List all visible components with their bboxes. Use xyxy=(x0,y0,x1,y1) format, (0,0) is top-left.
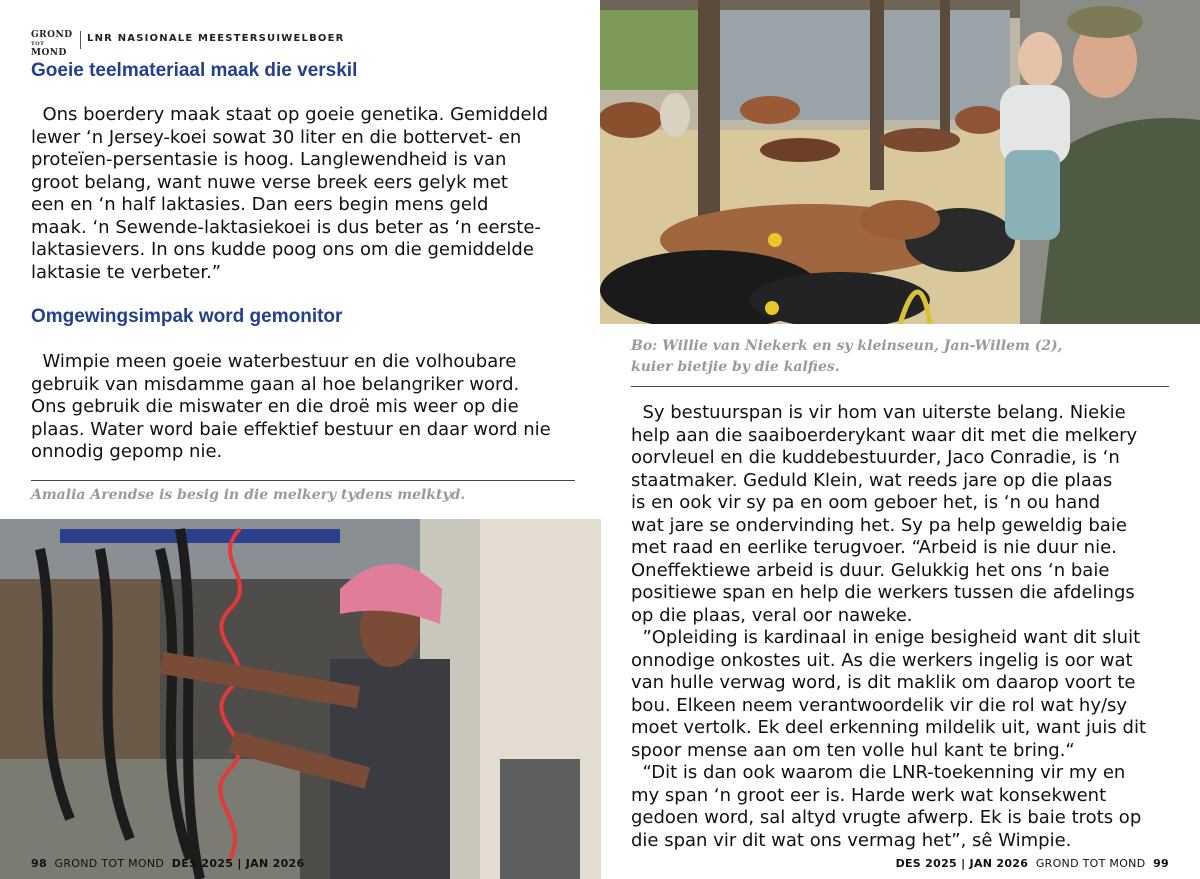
page-number-left: 98 xyxy=(31,857,47,870)
text-line: plaas. Water word baie effektief bestuur en daar word nie xyxy=(31,418,551,440)
text-line: positiewe span en help die werkers tussen die afdelings xyxy=(631,582,1135,603)
caption-rule xyxy=(631,386,1169,387)
text-line: wat jare se ondervinding het. Sy pa help geweldig baie xyxy=(631,514,1127,536)
magazine-logo xyxy=(31,30,77,58)
text-line: laktasie te verbeter.” xyxy=(31,261,222,283)
photo-calves-shed xyxy=(600,0,1200,324)
text-line: proteïen-persentasie is hoog. Langlewendheid is van xyxy=(31,149,507,170)
text-line: moet vertolk. Ek deel erkenning mildelik uit, want juis dit xyxy=(631,717,1147,738)
text-line: Sy bestuurspan is vir hom van uiterste belang. Niekie xyxy=(631,402,1126,423)
text-line: lewer ‘n Jersey-koei sowat 30 liter en die bottervet- en xyxy=(31,126,522,148)
text-line: Oneffektiewe arbeid is duur. Gelukkig het ons ‘n baie xyxy=(631,559,1110,581)
text-line: met raad en eerlike terugvoer. “Arbeid is nie duur nie. xyxy=(631,537,1117,558)
caption-line: Bo: Willie van Niekerk en sy kleinseun, Jan-Willem (2), xyxy=(631,338,1063,354)
text-line: gebruik van misdamme gaan al hoe belangriker word. xyxy=(31,373,520,395)
text-line: staatmaker. Geduld Klein, wat reeds jare op die plaas xyxy=(631,469,1113,491)
text-line: een en ‘n half laktasies. Dan eers begin mens geld xyxy=(31,194,489,215)
text-line: gedoen word, sal altyd vrugte afwerp. Ek is baie trots op xyxy=(631,807,1142,828)
footer-magazine-left: GROND TOT MOND xyxy=(54,857,165,870)
text-line: oorvleuel en die kuddebestuurder, Jaco Conradie, is ‘n xyxy=(631,447,1120,468)
text-line: onnodig gepomp nie. xyxy=(31,441,223,462)
text-line: spoor mense aan om ten volle hul kant te bring.“ xyxy=(631,739,1075,761)
text-line: op die plaas, veral oor naweke. xyxy=(631,604,913,626)
caption-line: kuier bietjie by die kalfies. xyxy=(631,359,840,375)
footer-right xyxy=(896,857,1169,870)
text-line: help aan die saaiboerderykant waar dit met die melkery xyxy=(631,424,1138,446)
text-line: is en ook vir sy pa en oom geboer het, is ‘n ou hand xyxy=(631,492,1101,513)
section-title: LNR NASIONALE MEESTERSUIWELBOER xyxy=(87,33,345,44)
logo-line: GROND xyxy=(31,30,73,40)
paragraph-management xyxy=(631,402,1146,852)
text-line: groot belang, want nuwe verse breek eers gelyk met xyxy=(31,171,508,193)
footer-left xyxy=(31,857,304,870)
text-line: van hulle verwag word, is dit maklik om daarop voort te xyxy=(631,672,1136,693)
text-line: maak. ‘n Sewende-laktasiekoei is dus beter as ‘n eerste- xyxy=(31,216,541,238)
photo-milking-parlour xyxy=(0,519,601,879)
text-line: die span vir dit wat ons vermag het”, sê Wimpie. xyxy=(631,829,1072,851)
footer-date-right: DES 2025 | JAN 2026 xyxy=(895,857,1029,870)
page-number-right: 99 xyxy=(1153,857,1169,870)
text-line: “Dit is dan ook waarom die LNR-toekenning vir my en xyxy=(631,762,1126,783)
paragraph-genetics xyxy=(31,104,548,284)
text-line: ”Opleiding is kardinaal in enige besigheid want dit sluit xyxy=(631,627,1141,648)
text-line: Ons gebruik die miswater en die droë mis weer op die xyxy=(31,396,519,417)
photo-caption-milking: Amalia Arendse is besig in die melkery tydens melktyd. xyxy=(31,487,466,503)
text-line: onnodige onkostes uit. As die werkers ingelig is oor wat xyxy=(631,649,1133,671)
caption-rule xyxy=(31,480,575,481)
text-line: Wimpie meen goeie waterbestuur en die volhoubare xyxy=(31,351,517,372)
header-divider xyxy=(80,31,81,49)
text-line: Ons boerdery maak staat op goeie genetika. Gemiddeld xyxy=(31,104,549,125)
subheading-environment: Omgewingsimpak word gemonitor xyxy=(31,306,343,327)
footer-date-left: DES 2025 | JAN 2026 xyxy=(171,857,305,870)
paragraph-environment xyxy=(31,351,551,464)
logo-line: TOT xyxy=(31,41,45,47)
text-line: bou. Elkeen neem verantwoordelik vir die rol wat hy/sy xyxy=(631,694,1128,716)
logo-line: MOND xyxy=(31,48,67,58)
photo-caption-calves xyxy=(631,336,1063,378)
subheading-genetics: Goeie teelmateriaal maak die verskil xyxy=(31,60,358,81)
text-line: my span ‘n groot eer is. Harde werk wat konsekwent xyxy=(631,784,1107,806)
footer-magazine-right: GROND TOT MOND xyxy=(1035,857,1146,870)
text-line: laktasievers. In ons kudde poog ons om die gemiddelde xyxy=(31,239,534,260)
